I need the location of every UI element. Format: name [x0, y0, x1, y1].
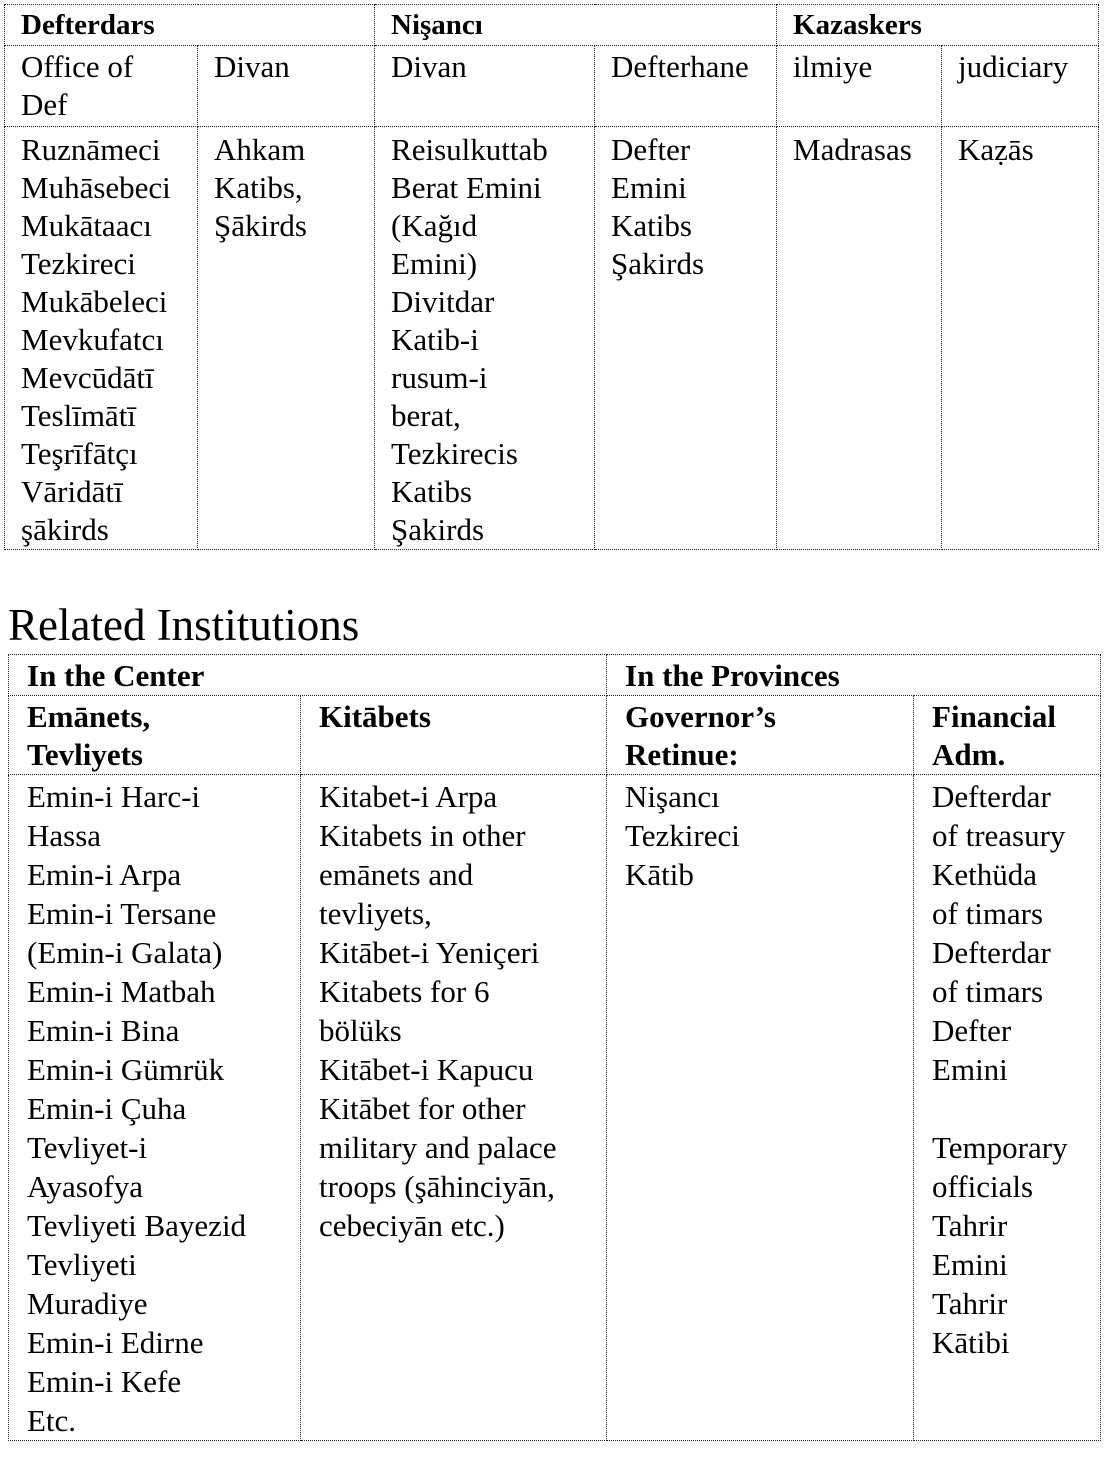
cell-nisanci-divan: Reisulkuttab Berat Emini (Kağıd Emini) Divitdar Katib-i rusum-i berat, Tezkirecis Katibs Şakirds [375, 127, 595, 550]
header-row [5, 5, 1099, 46]
subheader-financial-adm: Financial Adm. [914, 696, 1101, 775]
body-row [5, 127, 1099, 550]
officials-table [4, 4, 1099, 550]
header-in-the-center: In the Center [9, 655, 607, 696]
header-kazaskers: Kazaskers [777, 5, 1099, 46]
cell-judiciary: Kaẓās [942, 127, 1099, 550]
subheader-ilmiye: ilmiye [777, 46, 942, 127]
cell-financial-adm: Defterdar of treasury Kethüda of timars Defterdar of timars Defter Emini Temporary officials Tahrir Emini Tahrir Kātibi [914, 775, 1101, 1441]
cell-defterhane: Defter Emini Katibs Şakirds [595, 127, 777, 550]
subheader-defterhane: Defterhane [595, 46, 777, 127]
subheader-governors-retinue: Governor’s Retinue: [607, 696, 914, 775]
subheader-row [5, 46, 1099, 127]
subheader-office-of-def: Office of Def [5, 46, 198, 127]
subheader-defterdars-divan: Divan [198, 46, 375, 127]
cell-emanets-tevliyets: Emin-i Harc-i Hassa Emin-i Arpa Emin-i Tersane (Emin-i Galata) Emin-i Matbah Emin-i Bina Emin-i Gümrük Emin-i Çuha Tevliyet-i Ayasofya Tevliyeti Bayezid Tevliyeti Muradiye Emin-i Edirne Emin-i Kefe Etc. [9, 775, 301, 1441]
subheader-kitabets: Kitābets [301, 696, 607, 775]
cell-kitabets: Kitabet-i Arpa Kitabets in other emānets and tevliyets, Kitābet-i Yeniçeri Kitabets for 6 bölüks Kitābet-i Kapucu Kitābet for other military and palace troops (şāhinciyān, cebeciyān etc.) [301, 775, 607, 1441]
subheader-judiciary: judiciary [942, 46, 1099, 127]
cell-office-of-def: Ruznāmeci Muhāsebeci Mukātaacı Tezkireci Mukābeleci Mevkufatcı Mevcūdātī Teslīmātī Teşrīfātçı Vāridātī şākirds [5, 127, 198, 550]
subheader-nisanci-divan: Divan [375, 46, 595, 127]
body-row [9, 775, 1101, 1441]
cell-governors-retinue: Nişancı Tezkireci Kātib [607, 775, 914, 1441]
cell-ilmiye: Madrasas [777, 127, 942, 550]
section-heading: Related Institutions [8, 600, 360, 650]
header-nisanci: Nişancı [375, 5, 777, 46]
header-in-the-provinces: In the Provinces [607, 655, 1101, 696]
related-institutions-table [8, 654, 1101, 1441]
header-defterdars: Defterdars [5, 5, 375, 46]
subheader-row [9, 696, 1101, 775]
subheader-emanets-tevliyets: Emānets, Tevliyets [9, 696, 301, 775]
header-row [9, 655, 1101, 696]
cell-defterdars-divan: Ahkam Katibs, Şākirds [198, 127, 375, 550]
